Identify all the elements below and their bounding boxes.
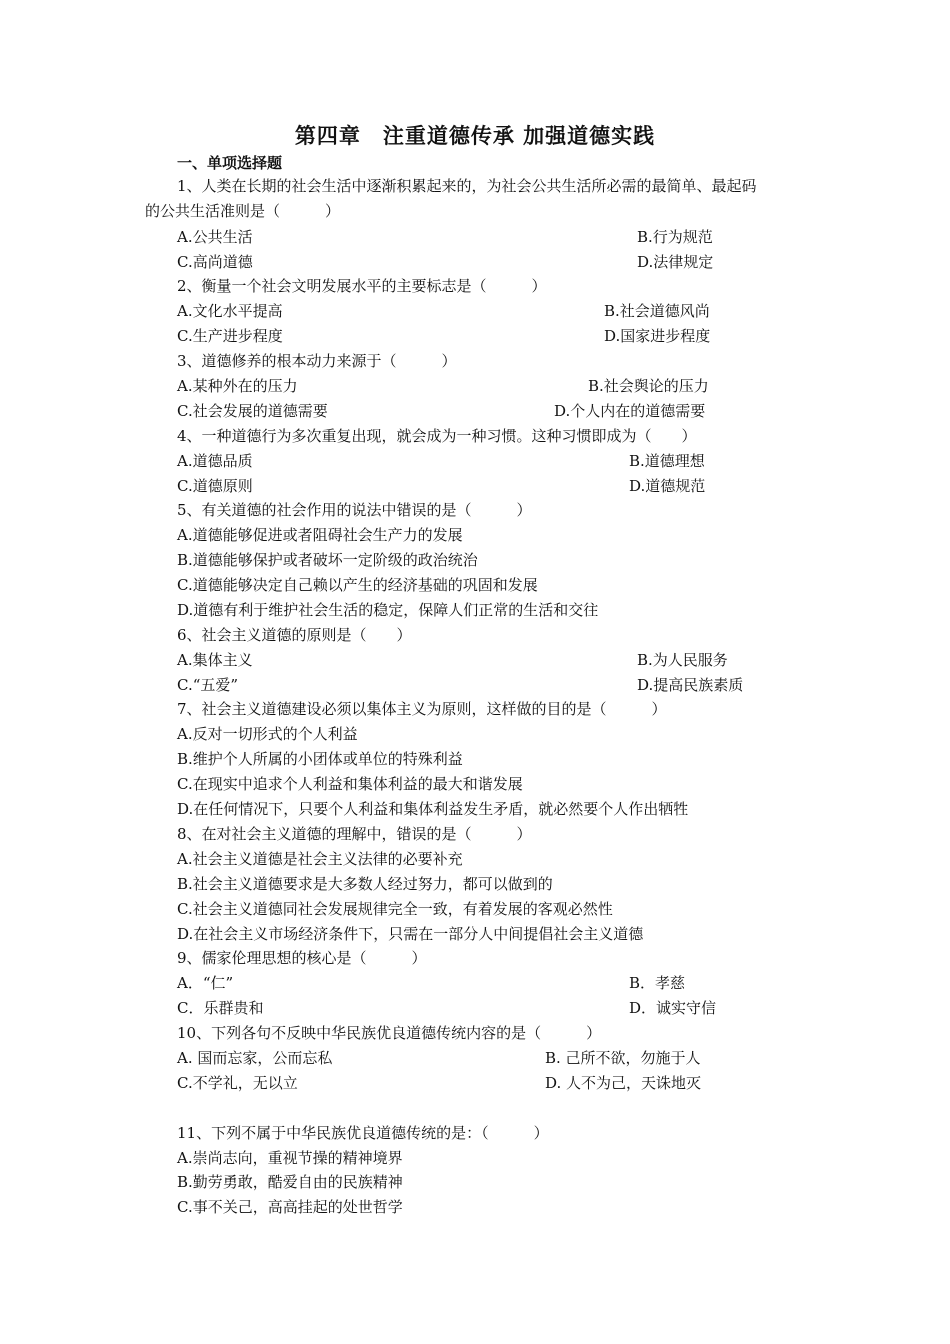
question-1-stem-cont: 的公共生活准则是（ ） xyxy=(145,202,341,220)
question-10-option-d: D. 人不为己，天诛地灭 xyxy=(545,1074,702,1092)
question-5-option-b: B.道德能够保护或者破坏一定阶级的政治统治 xyxy=(177,551,478,569)
question-9-stem: 9、儒家伦理思想的核心是（ ） xyxy=(177,949,427,967)
question-5-stem: 5、有关道德的社会作用的说法中错误的是（ ） xyxy=(177,501,532,519)
question-8-option-c: C.社会主义道德同社会发展规律完全一致，有着发展的客观必然性 xyxy=(177,900,613,918)
question-1-stem: 1、人类在长期的社会生活中逐渐积累起来的，为社会公共生活所必需的最简单、最起码 xyxy=(177,177,757,195)
question-4-option-b: B.道德理想 xyxy=(629,452,705,470)
question-11-stem: 11、下列不属于中华民族优良道德传统的是：（ ） xyxy=(177,1124,549,1142)
question-2-option-c: C.生产进步程度 xyxy=(177,327,283,345)
question-11-option-a: A.崇尚志向，重视节操的精神境界 xyxy=(177,1149,403,1167)
question-3-stem: 3、道德修养的根本动力来源于（ ） xyxy=(177,352,457,370)
question-6-stem: 6、社会主义道德的原则是（ ） xyxy=(177,626,412,644)
question-11-option-c: C.事不关己，高高挂起的处世哲学 xyxy=(177,1198,403,1216)
question-8-option-a: A.社会主义道德是社会主义法律的必要补充 xyxy=(177,850,463,868)
question-7-option-a: A.反对一切形式的个人利益 xyxy=(177,725,358,743)
question-5-option-c: C.道德能够决定自己赖以产生的经济基础的巩固和发展 xyxy=(177,576,538,594)
question-3-option-c: C.社会发展的道德需要 xyxy=(177,402,328,420)
question-1-option-b: B.行为规范 xyxy=(637,228,713,246)
question-8-option-d: D.在社会主义市场经济条件下，只需在一部分人中间提倡社会主义道德 xyxy=(177,925,644,943)
question-2-option-a: A.文化水平提高 xyxy=(177,302,283,320)
question-8-stem: 8、在对社会主义道德的理解中，错误的是（ ） xyxy=(177,825,532,843)
question-4-option-a: A.道德品质 xyxy=(177,452,253,470)
section-heading: 一、单项选择题 xyxy=(177,154,283,172)
question-9-option-c: C．乐群贵和 xyxy=(177,999,264,1017)
question-9-option-a: A．“仁” xyxy=(177,974,234,992)
question-6-option-c: C.“五爱” xyxy=(177,676,239,694)
question-11-option-b: B.勤劳勇敢，酷爱自由的民族精神 xyxy=(177,1173,403,1191)
question-10-option-c: C.不学礼，无以立 xyxy=(177,1074,298,1092)
question-2-stem: 2、衡量一个社会文明发展水平的主要标志是（ ） xyxy=(177,277,547,295)
question-8-option-b: B.社会主义道德要求是大多数人经过努力，都可以做到的 xyxy=(177,875,553,893)
question-3-option-d: D.个人内在的道德需要 xyxy=(554,402,706,420)
question-3-option-b: B.社会舆论的压力 xyxy=(588,377,709,395)
question-6-option-d: D.提高民族素质 xyxy=(637,676,744,694)
question-1-option-c: C.高尚道德 xyxy=(177,253,253,271)
question-9-option-d: D．诚实守信 xyxy=(629,999,717,1017)
question-1-option-a: A.公共生活 xyxy=(177,228,253,246)
question-10-option-b: B. 己所不欲，勿施于人 xyxy=(545,1049,701,1067)
question-6-option-b: B.为人民服务 xyxy=(637,651,728,669)
question-7-option-c: C.在现实中追求个人利益和集体利益的最大和谐发展 xyxy=(177,775,523,793)
question-5-option-a: A.道德能够促进或者阻碍社会生产力的发展 xyxy=(177,526,463,544)
question-4-stem: 4、一种道德行为多次重复出现，就会成为一种习惯。这种习惯即成为（ ） xyxy=(177,427,697,445)
question-9-option-b: B．孝慈 xyxy=(629,974,686,992)
question-10-stem: 10、下列各句不反映中华民族优良道德传统内容的是（ ） xyxy=(177,1024,602,1042)
question-1-option-d: D.法律规定 xyxy=(637,253,714,271)
question-2-option-b: B.社会道德风尚 xyxy=(604,302,710,320)
question-3-option-a: A.某种外在的压力 xyxy=(177,377,298,395)
question-5-option-d: D.道德有利于维护社会生活的稳定，保障人们正常的生活和交往 xyxy=(177,601,599,619)
question-4-option-c: C.道德原则 xyxy=(177,477,253,495)
question-2-option-d: D.国家进步程度 xyxy=(604,327,711,345)
page-title: 第四章 注重道德传承 加强道德实践 xyxy=(294,124,656,148)
question-4-option-d: D.道德规范 xyxy=(629,477,706,495)
question-7-stem: 7、社会主义道德建设必须以集体主义为原则，这样做的目的是（ ） xyxy=(177,700,667,718)
question-7-option-d: D.在任何情况下，只要个人利益和集体利益发生矛盾，就必然要个人作出牺牲 xyxy=(177,800,689,818)
question-10-option-a: A. 国而忘家，公而忘私 xyxy=(177,1049,333,1067)
question-6-option-a: A.集体主义 xyxy=(177,651,253,669)
question-7-option-b: B.维护个人所属的小团体或单位的特殊利益 xyxy=(177,750,463,768)
